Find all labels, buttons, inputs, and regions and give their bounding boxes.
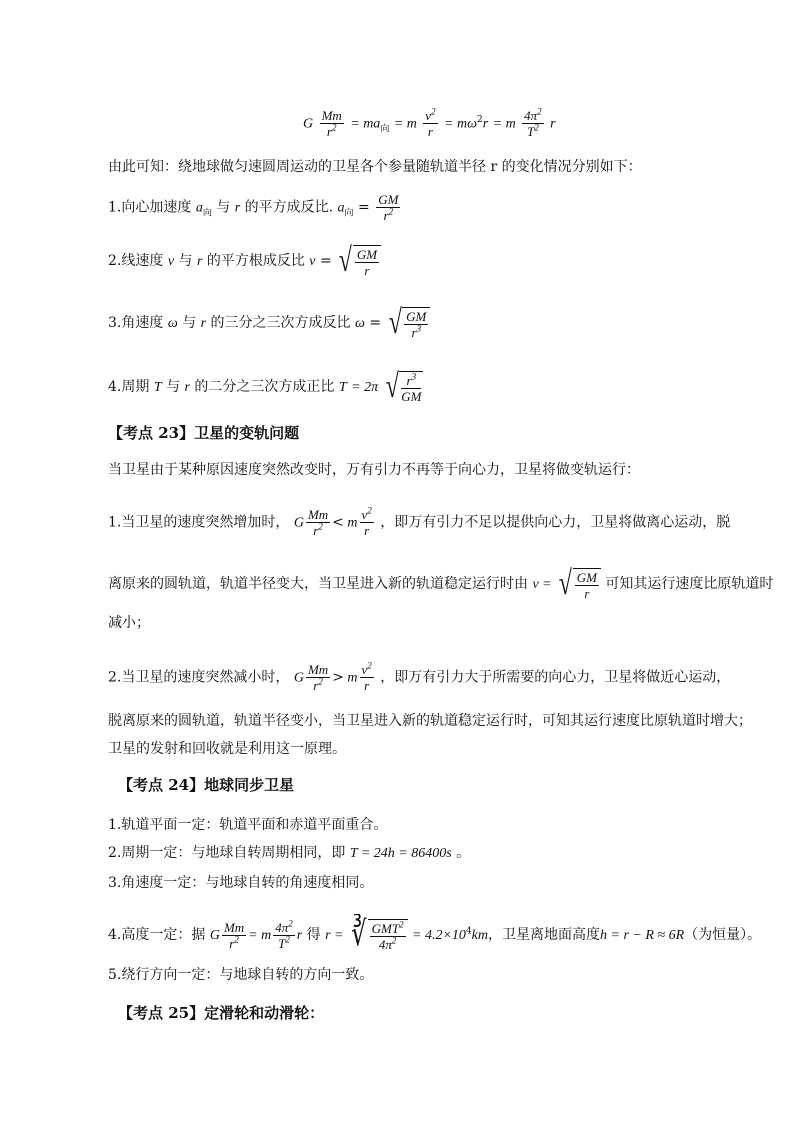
sqrt: √ $\frac{GM}{r^3}$ bbox=[386, 306, 431, 340]
param-symbol: v bbox=[167, 254, 175, 269]
param-2 bbox=[108, 244, 381, 278]
s23-intro: 当卫星由于某种原因速度突然改变时，万有引力不再等于向心力，卫星将做变轨运行： bbox=[108, 462, 640, 478]
heading-24: 【考点 24】地球同步卫星 bbox=[118, 776, 295, 794]
param-symbol: a bbox=[195, 200, 203, 216]
param-symbol: T bbox=[153, 380, 162, 395]
s24-item-3: 3.角速度一定：与地球自转的角速度相同。 bbox=[108, 875, 374, 891]
param-symbol: v bbox=[309, 254, 316, 269]
param-4 bbox=[108, 370, 423, 404]
param-text: 的平方成反比. bbox=[244, 199, 334, 216]
param-text: 的三分之三次方成反比 bbox=[210, 315, 351, 331]
s24-item-4: 4.高度一定：据 G $\frac{Mm}{r^2}$ = m $\frac{4\pi^2}{T^2}$ r 得 r = ∛ GMT$^2$ $4\pi^2$ = $4.2\times 10^4km$，卫星离地面高度h = r − R ≈ 6R（为恒量）。 bbox=[108, 916, 762, 953]
param-sub: 向 bbox=[202, 208, 212, 219]
param-symbol: r bbox=[234, 200, 241, 216]
param-text: 2.线速度 bbox=[108, 253, 164, 269]
formula-sub: 向 bbox=[380, 124, 390, 135]
param-text: 的二分之三次方成正比 bbox=[194, 379, 335, 395]
param-text: 与 bbox=[166, 379, 181, 395]
sqrt: √ $\frac{r^3}{GM}$ bbox=[385, 368, 422, 405]
param-text: 的平方根成反比 bbox=[206, 253, 305, 269]
formula-symbol: G bbox=[303, 116, 314, 132]
param-symbol: a bbox=[337, 200, 345, 216]
s24-item-5: 5.绕行方向一定：与地球自转的方向一致。 bbox=[108, 967, 374, 983]
s24-text: 。 bbox=[456, 845, 471, 861]
s24-formula: h = r − R ≈ 6R bbox=[600, 928, 685, 943]
s23-text: 2.当卫星的速度突然减小时， bbox=[108, 669, 290, 686]
param-symbol: ω bbox=[354, 316, 365, 331]
s24-text: （为恒量）。 bbox=[684, 927, 762, 943]
param-symbol: r bbox=[200, 316, 207, 331]
s23-item-2: 2.当卫星的速度突然减小时， G $\frac{Mm}{r^2}$ > m $\frac{v^2}{r}$ ，即万有引力大于所需要的向心力，卫星将做近心运动， bbox=[108, 660, 731, 693]
formula-text: = m bbox=[393, 116, 417, 132]
fraction: $\frac{4\pi^2}{T^2}$ bbox=[524, 106, 542, 139]
param-1 bbox=[108, 192, 402, 223]
sqrt: √ $\frac{GM}{r}$ bbox=[556, 567, 601, 601]
fraction: $\frac{GM}{r^2}$ bbox=[378, 192, 399, 223]
sqrt: √ $\frac{GM}{r}$ bbox=[336, 244, 381, 278]
fraction: $\frac{Mm}{r^2}$ bbox=[321, 108, 342, 139]
s24-formula: T = 24h = 86400s bbox=[349, 846, 452, 861]
param-symbol: ω bbox=[167, 316, 178, 331]
param-text: 4.周期 bbox=[108, 379, 150, 395]
s23-item-2-end: 卫星的发射和回收就是利用这一原理。 bbox=[108, 741, 346, 757]
formula-text: r bbox=[482, 116, 489, 132]
s23-text: ，即万有引力大于所需要的向心力，卫星将做近心运动， bbox=[380, 669, 731, 686]
heading-25: 【考点 25】定滑轮和动滑轮： bbox=[118, 1004, 325, 1022]
param-sub: 向 bbox=[344, 208, 354, 219]
param-text: = 2π bbox=[351, 380, 379, 395]
less-than: < bbox=[332, 514, 344, 531]
param-text: 与 bbox=[178, 253, 193, 269]
s23-text: ，即万有引力不足以提供向心力，卫星将做离心运动，脱 bbox=[380, 514, 731, 531]
s23-text: 1.当卫星的速度突然增加时， bbox=[108, 514, 290, 531]
param-symbol: T bbox=[338, 380, 347, 395]
formula-text: = ma bbox=[350, 116, 381, 132]
fraction-num: GMT bbox=[371, 920, 400, 936]
param-symbol: r bbox=[196, 254, 203, 269]
heading-23: 【考点 23】卫星的变轨问题 bbox=[108, 424, 300, 442]
param-text: = bbox=[319, 253, 332, 269]
s24-text: ，卫星离地面高度 bbox=[488, 927, 600, 943]
exponent: 4 bbox=[465, 926, 472, 937]
intro-text: 由此可知：绕地球做匀速圆周运动的卫星各个参量随轨道半径 r 的变化情况分别如下： bbox=[108, 159, 642, 175]
s23-item-1-end: 减小； bbox=[108, 615, 150, 631]
gravitation-formula: G $\frac{Mm}{r^2}$ = $ma_向 = m$ $\frac{v^2}{r}$ = $m\omega^2r = m$ $\frac{4\pi^2}{T^2}$ r bbox=[303, 106, 556, 139]
formula-text: r bbox=[550, 116, 556, 132]
s23-item-1-cont: 离原来的圆轨道，轨道半径变大，当卫星进入新的轨道稳定运行时由 v = √ $\frac{GM}{r}$ 可知其运行速度比原轨道时 bbox=[108, 565, 774, 602]
s24-text: 2.周期一定：与地球自转周期相同，即 bbox=[108, 845, 346, 861]
formula-text: = mω bbox=[444, 116, 477, 132]
greater-than: > bbox=[332, 669, 344, 686]
s24-text: 4.高度一定：据 bbox=[108, 927, 206, 943]
s23-item-2-cont: 脱离原来的圆轨道，轨道半径变小，当卫星进入新的轨道稳定运行时，可知其运行速度比原轨道时增大； bbox=[108, 713, 752, 729]
param-text: = bbox=[358, 199, 370, 216]
s23-text: 离原来的圆轨道，轨道半径变大，当卫星进入新的轨道稳定运行时由 bbox=[108, 576, 528, 592]
s23-text: 可知其运行速度比原轨道时 bbox=[605, 576, 774, 592]
param-text: 3.角速度 bbox=[108, 315, 164, 331]
cube-root: ∛ GMT$^2$ $4\pi^2$ bbox=[348, 918, 408, 952]
param-symbol: r bbox=[184, 380, 190, 395]
unit: km bbox=[471, 928, 488, 943]
s24-item-2 bbox=[108, 844, 470, 863]
s24-formula: = 4.2×10 bbox=[412, 928, 466, 943]
s24-item-1: 1.轨道平面一定：轨道平面和赤道平面重合。 bbox=[108, 817, 388, 833]
param-text: 1.向心加速度 bbox=[108, 199, 192, 216]
formula-text: = m bbox=[492, 116, 516, 132]
s24-text: 得 bbox=[306, 927, 321, 943]
fraction: $\frac{v^2}{r}$ bbox=[425, 106, 436, 139]
param-text: = bbox=[369, 315, 382, 331]
s23-item-1: 1.当卫星的速度突然增加时， G $\frac{Mm}{r^2}$ < m $\frac{v^2}{r}$ ，即万有引力不足以提供向心力，卫星将做离心运动，脱 bbox=[108, 505, 731, 538]
param-text: 与 bbox=[182, 315, 197, 331]
param-text: 与 bbox=[216, 199, 231, 216]
param-3 bbox=[108, 306, 430, 340]
